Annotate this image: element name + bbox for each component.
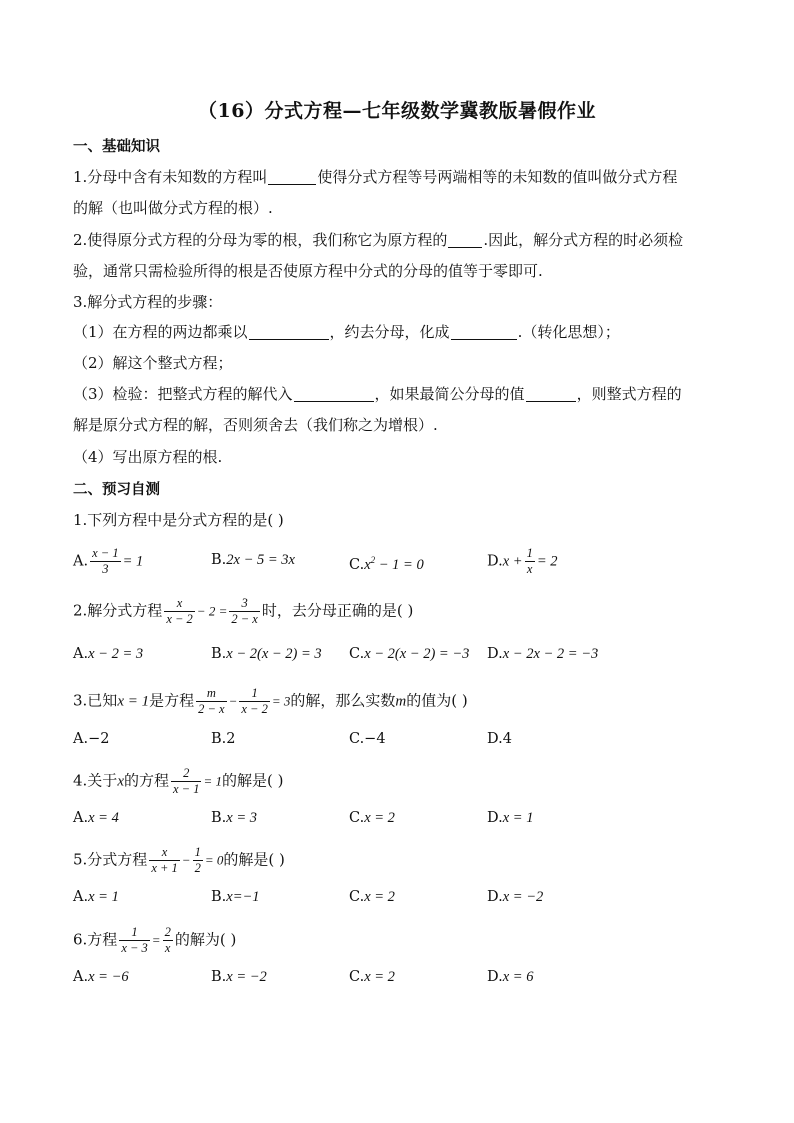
q5-option-c[interactable] xyxy=(349,886,395,908)
option-label: A. xyxy=(73,810,89,826)
question-5-stem xyxy=(73,845,285,876)
q2-option-b[interactable] xyxy=(211,643,322,665)
fraction xyxy=(163,925,173,956)
expression: − 1 = 0 xyxy=(375,556,424,573)
question-6-stem xyxy=(73,925,236,956)
paragraph-2-line-2: 验，通常只需检验所得的根是否使原方程中分式的分母的值等于零即可. xyxy=(73,262,543,280)
step-3-line-2: 解是原分式方程的解，否则须舍去（我们称之为增根）. xyxy=(73,416,438,434)
denominator: 2 xyxy=(194,861,201,875)
expression: x xyxy=(364,556,371,573)
denominator: x − 2 xyxy=(241,702,268,716)
q4-option-b[interactable] xyxy=(211,807,257,829)
q4-option-c[interactable] xyxy=(349,807,395,829)
fraction xyxy=(90,546,120,577)
fill-blank[interactable] xyxy=(448,231,482,248)
option-label: B. xyxy=(211,552,227,568)
text: 使得分式方程等号两端相等的未知数的值叫做分式方程 xyxy=(317,168,678,186)
expression: x − 2(x − 2) = −3 xyxy=(364,646,470,662)
option-label: A. xyxy=(73,646,89,662)
fill-blank[interactable] xyxy=(526,385,576,402)
text: 4.关于 xyxy=(73,771,118,790)
paragraph-1-line-1 xyxy=(73,166,677,188)
expression: − 2 = xyxy=(196,603,228,619)
expression: − xyxy=(228,693,238,709)
expression: 2x − 5 = 3x xyxy=(226,552,295,568)
numerator: 2 xyxy=(183,766,190,780)
numerator: x − 1 xyxy=(92,546,119,560)
text: （1）在方程的两边都乘以 xyxy=(73,323,248,341)
q1-option-d[interactable] xyxy=(487,546,558,577)
option-label: C. xyxy=(349,810,365,826)
expression: x − 2 = 3 xyxy=(88,646,144,662)
denominator: 2 − x xyxy=(231,612,258,626)
option-label: B. xyxy=(211,969,227,985)
expression: x + xyxy=(502,553,523,570)
q3-option-b[interactable]: B.2 xyxy=(211,731,236,747)
expression: x = 1 xyxy=(502,810,534,826)
q1-option-a[interactable] xyxy=(73,546,143,577)
denominator: x + 1 xyxy=(151,861,178,875)
numerator: 1 xyxy=(251,686,258,700)
q6-option-b[interactable] xyxy=(211,966,267,988)
text: .（转化思想）； xyxy=(517,323,620,341)
text: 时，去分母正确的是( ) xyxy=(261,601,414,620)
option-label: A. xyxy=(73,553,89,570)
q2-option-d[interactable] xyxy=(487,643,598,665)
numerator: 1 xyxy=(526,546,533,560)
section-heading-self-test: 二、预习自测 xyxy=(73,482,160,498)
step-3-line-1 xyxy=(73,383,682,405)
text: 的解，那么实数 xyxy=(290,691,396,710)
denominator: x − 1 xyxy=(173,782,200,796)
numerator: 3 xyxy=(241,596,248,610)
q1-option-b[interactable] xyxy=(211,549,295,571)
fraction xyxy=(229,596,259,627)
denominator: x xyxy=(525,561,535,577)
text: .因此，解分式方程的时必须检 xyxy=(483,231,684,249)
step-1 xyxy=(73,321,620,343)
option-label: B. xyxy=(211,646,227,662)
denominator: x − 3 xyxy=(121,941,148,955)
denominator: 3 xyxy=(90,561,120,577)
expression: x = 3 xyxy=(226,810,257,826)
question-4-stem xyxy=(73,766,284,797)
fill-blank[interactable] xyxy=(294,385,374,402)
text: 6.方程 xyxy=(73,930,118,949)
expression: = xyxy=(151,932,161,948)
option-label: C. xyxy=(349,556,365,573)
expression: x=−1 xyxy=(226,889,260,905)
option-label: D. xyxy=(487,969,503,985)
q5-option-d[interactable] xyxy=(487,886,543,908)
question-2-stem xyxy=(73,596,413,627)
expression: x = 2 xyxy=(364,969,395,985)
expression: = 1 xyxy=(122,553,144,570)
denominator: 2 − x xyxy=(198,702,225,716)
expression: = 3 xyxy=(271,693,291,709)
option-label: C. xyxy=(349,969,365,985)
text: 2.使得原分式方程的分母为零的根，我们称它为原方程的 xyxy=(73,231,448,249)
q6-option-d[interactable] xyxy=(487,966,533,988)
text: （3）检验：把整式方程的解代入 xyxy=(73,385,293,403)
text: ，则整式方程的 xyxy=(576,385,682,403)
paragraph-2-line-1 xyxy=(73,229,683,251)
option-label: A. xyxy=(73,889,89,905)
option-label: D. xyxy=(487,553,503,570)
q6-option-a[interactable] xyxy=(73,966,129,988)
expression: = 1 xyxy=(203,773,223,789)
q4-option-a[interactable] xyxy=(73,807,119,829)
expression: − xyxy=(181,852,191,868)
option-label: C. xyxy=(349,889,365,905)
section-heading-basics: 一、基础知识 xyxy=(73,139,160,155)
text: 的值为( ) xyxy=(406,691,468,710)
page-title: （16）分式方程—七年级数学冀教版暑假作业 xyxy=(198,100,596,122)
text: 2.解分式方程 xyxy=(73,601,163,620)
q3-option-c[interactable]: C.−4 xyxy=(349,731,386,747)
expression: x − 2x − 2 = −3 xyxy=(502,646,599,662)
step-4: （4）写出原方程的根. xyxy=(73,448,223,466)
expression: x = 1 xyxy=(88,889,119,905)
q2-option-a[interactable] xyxy=(73,643,143,665)
q6-option-c[interactable] xyxy=(349,966,395,988)
option-label: B. xyxy=(211,810,227,826)
expression: x = 2 xyxy=(364,810,395,826)
expression: x = −2 xyxy=(502,889,544,905)
text: 的解是( ) xyxy=(223,850,285,869)
fraction xyxy=(149,845,179,876)
text: 3.已知 xyxy=(73,691,118,710)
paragraph-1-line-2: 的解（也叫做分式方程的根）. xyxy=(73,199,273,217)
step-2: （2）解这个整式方程； xyxy=(73,354,233,372)
numerator: x xyxy=(161,845,168,859)
exponent: 2 xyxy=(370,555,376,565)
expression: x = 4 xyxy=(88,810,119,826)
expression: x = −2 xyxy=(226,969,267,985)
fill-blank[interactable] xyxy=(249,323,329,340)
option-label: D. xyxy=(487,646,503,662)
numerator: 2 xyxy=(164,925,171,939)
expression: x = −6 xyxy=(88,969,129,985)
denominator: x − 2 xyxy=(166,612,193,626)
fill-blank[interactable] xyxy=(451,323,517,340)
expression: x = 2 xyxy=(364,889,395,905)
fill-blank[interactable] xyxy=(268,168,316,185)
q4-option-d[interactable] xyxy=(487,807,533,829)
numerator: 1 xyxy=(194,845,201,859)
fraction xyxy=(196,686,226,717)
text: 5.分式方程 xyxy=(73,850,148,869)
fraction xyxy=(239,686,269,717)
q5-option-b[interactable] xyxy=(211,886,260,908)
q2-option-c[interactable] xyxy=(349,643,469,665)
text: ，如果最简公分母的值 xyxy=(374,385,525,403)
option-label: A. xyxy=(73,969,89,985)
variable: x xyxy=(117,773,124,790)
fraction xyxy=(193,845,203,876)
expression: = 0 xyxy=(204,852,224,868)
text: 是方程 xyxy=(149,691,195,710)
question-3-stem xyxy=(73,686,468,717)
expression: x = 6 xyxy=(502,969,534,985)
option-label: D. xyxy=(487,889,503,905)
expression: x = 1 xyxy=(117,693,150,710)
numerator: m xyxy=(206,686,216,700)
question-1-stem: 1.下列方程中是分式方程的是( ) xyxy=(73,511,284,529)
option-label: C. xyxy=(349,646,365,662)
q5-option-a[interactable] xyxy=(73,886,119,908)
fraction xyxy=(164,596,194,627)
text: 的方程 xyxy=(123,771,169,790)
fraction xyxy=(171,766,201,797)
numerator: x xyxy=(176,596,183,610)
denominator: x xyxy=(163,940,173,956)
text: ，约去分母，化成 xyxy=(329,323,450,341)
variable: m xyxy=(395,693,407,710)
option-label: B. xyxy=(211,889,227,905)
fraction xyxy=(119,925,149,956)
q3-option-a[interactable]: A.−2 xyxy=(73,731,110,747)
numerator: 1 xyxy=(131,925,138,939)
paragraph-3: 3.解分式方程的步骤： xyxy=(73,293,223,311)
fraction xyxy=(525,546,535,577)
option-label: D. xyxy=(487,810,503,826)
q1-option-c[interactable] xyxy=(349,549,424,576)
expression: x − 2(x − 2) = 3 xyxy=(226,646,322,662)
text: 的解是( ) xyxy=(222,771,284,790)
q3-option-d[interactable]: D.4 xyxy=(487,731,512,747)
text: 1.分母中含有未知数的方程叫 xyxy=(73,168,268,186)
expression: = 2 xyxy=(536,553,558,570)
text: 的解为( ) xyxy=(174,930,237,949)
